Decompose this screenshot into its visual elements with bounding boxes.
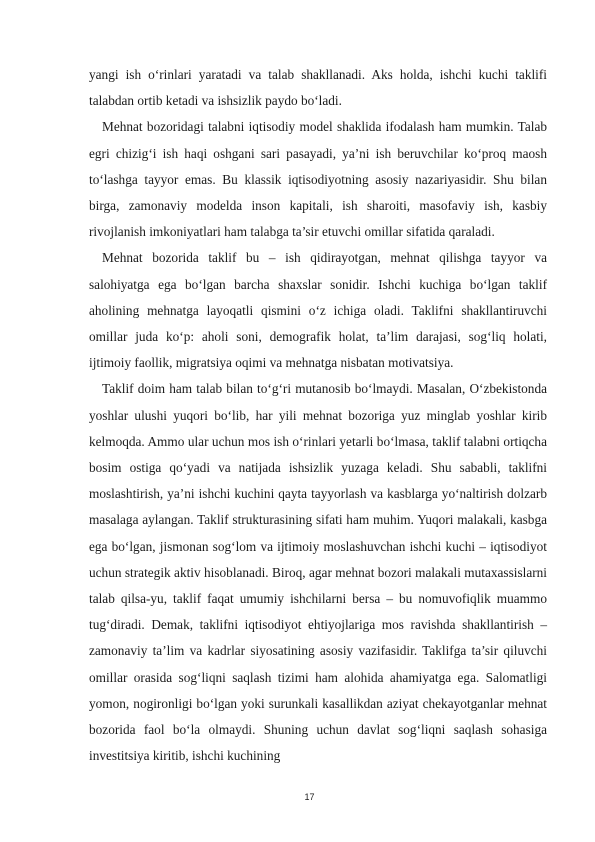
- paragraph-continued: yangi ish o‘rinlari yaratadi va talab shakllanadi. Aks holda, ishchi kuchi taklifi talabdan ortib ketadi va ishsizlik paydo bo‘ladi.: [89, 67, 547, 109]
- page-number: 17: [304, 792, 315, 802]
- body-text: [89, 62, 547, 769]
- paragraph-labor-demand-model: Mehnat bozoridagi talabni iqtisodiy model shaklida ifodalash ham mumkin. Talab egri chizig‘i ish haqi oshgani sari pasayadi, ya’ni ish beruvchilar ko‘proq maosh to‘lashga tayyor emas. Bu klassik iqtisodiyotning asosiy nazariyasidir. Shu bilan birga, zamonaviy modelda inson kapitali, ish sharoiti, masofaviy ish, kasbiy rivojlanish imkoniyatlari ham talabga ta’sir etuvchi omillar sifatida qaraladi.: [89, 119, 547, 240]
- paragraph-labor-supply: Mehnat bozorida taklif bu – ish qidirayotgan, mehnat qilishga tayyor va salohiyatga ega bo‘lgan barcha shaxslar sonidir. Ishchi kuchiga bo‘lgan taklif aholining mehnatga layoqatli qismini o‘z ichiga oladi. Taklifni shakllantiruvchi omillar juda ko‘p: aholi soni, demografik holat, ta’lim darajasi, sog‘liq holati, ijtimoiy faollik, migratsiya oqimi va mehnatga nisbatan motivatsiya.: [89, 250, 547, 371]
- paragraph-supply-demand-balance: Taklif doim ham talab bilan to‘g‘ri mutanosib bo‘lmaydi. Masalan, O‘zbekistonda yoshlar ulushi yuqori bo‘lib, har yili mehnat bozoriga yuz minglab yoshlar kirib kelmoqda. Ammo ular uchun mos ish o‘rinlari yetarli bo‘lmasa, taklif talabni ortiqcha bosim ostiga qo‘yadi va natijada ishsizlik yuzaga keladi. Shu sababli, taklifni moslashtirish, ya’ni ishchi kuchini qayta tayyorlash va kasblarga yo‘naltirish dolzarb masalaga aylangan. Taklif strukturasining sifati ham muhim. Yuqori malakali, kasbga ega bo‘lgan, jismonan sog‘lom va ijtimoiy moslashuvchan ishchi kuchi – iqtisodiyot uchun strategik aktiv hisoblanadi. Biroq, agar mehnat bozori malakali mutaxassislarni talab qilsa-yu, taklif faqat umumiy ishchilarni bersa – bu nomuvofiqlik muammo tug‘diradi. Demak, taklifni iqtisodiyot ehtiyojlariga mos ravishda shakllantirish – zamonaviy ta’lim va kadrlar siyosatining asosiy vazifasidir. Taklifga ta’sir qiluvchi omillar orasida sog‘liqni saqlash tizimi ham alohida ahamiyatga ega. Salomatligi yomon, nogironligi bo‘lgan yoki surunkali kasallikdan aziyat chekayotganlar mehnat bozorida faol bo‘la olmaydi. Shuning uchun davlat sog‘liqni saqlash sohasiga investitsiya kiritib, ishchi kuchining: [89, 381, 547, 764]
